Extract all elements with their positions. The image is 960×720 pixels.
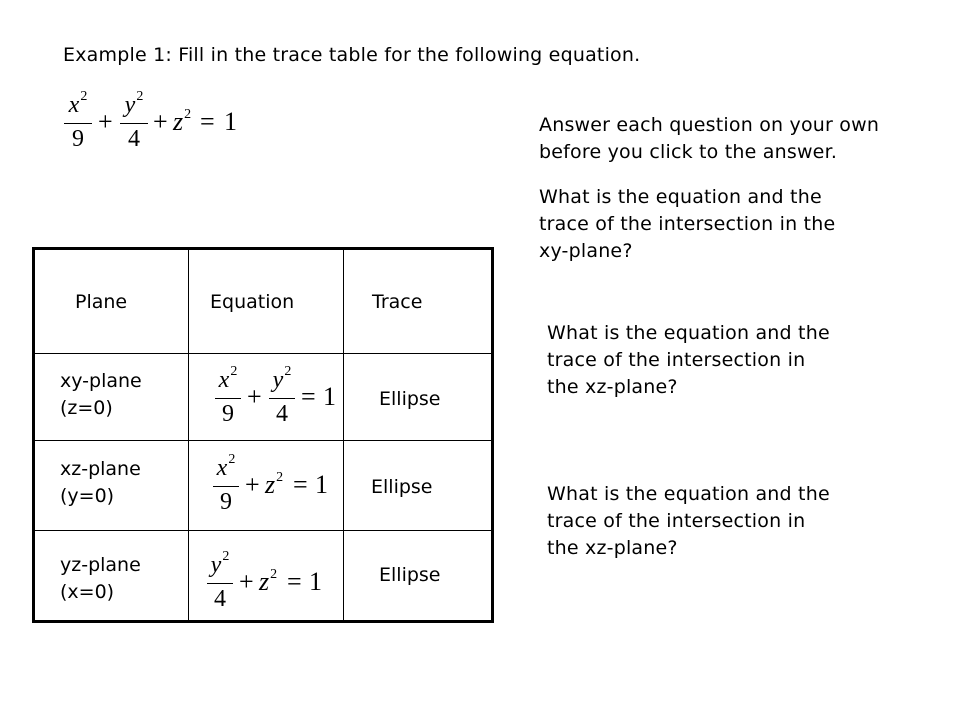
main-equation-rhs: 1 bbox=[224, 107, 237, 136]
equals-sign: = bbox=[200, 107, 215, 136]
row-divider bbox=[35, 440, 491, 441]
equals-sign: = bbox=[293, 470, 308, 499]
table-row-equation bbox=[215, 364, 336, 431]
equals-sign: = bbox=[287, 567, 302, 596]
trace-table bbox=[32, 247, 494, 623]
z-squared-term: $z^2$ bbox=[265, 470, 284, 499]
equation-rhs: 1 bbox=[309, 567, 322, 596]
main-equation-z-term: $z^2$ bbox=[173, 107, 192, 136]
table-row-equation bbox=[213, 452, 333, 519]
main-equation-fraction-x: $x^2$ 9 bbox=[64, 92, 92, 152]
header-trace: Trace bbox=[372, 291, 423, 313]
equals-sign: = bbox=[301, 382, 316, 411]
row-divider bbox=[35, 530, 491, 531]
question-2: What is the equation and the trace of the intersection in the xz-plane? bbox=[547, 322, 830, 398]
question-1: What is the equation and the trace of the intersection in the xy-plane? bbox=[539, 186, 836, 262]
main-equation bbox=[60, 89, 260, 156]
table-row-plane: xy-plane (z=0) bbox=[60, 370, 142, 419]
row-divider bbox=[35, 353, 491, 354]
equation-rhs: 1 bbox=[323, 382, 336, 411]
table-row-plane: xz-plane (y=0) bbox=[60, 458, 141, 507]
plus-sign: + bbox=[98, 107, 113, 136]
plus-sign: + bbox=[239, 567, 254, 596]
slide-title: Example 1: Fill in the trace table for the following equation. bbox=[63, 44, 641, 66]
fraction-x-over-9: $x^2$ 9 bbox=[213, 455, 239, 515]
instructions: Answer each question on your own before you click to the answer. bbox=[539, 114, 880, 163]
plus-sign: + bbox=[153, 107, 168, 136]
z-squared-term: $z^2$ bbox=[259, 567, 278, 596]
header-equation: Equation bbox=[210, 291, 295, 313]
table-row-plane: yz-plane (x=0) bbox=[60, 554, 141, 603]
header-plane: Plane bbox=[75, 291, 128, 313]
column-divider bbox=[343, 250, 344, 620]
plus-sign: + bbox=[247, 382, 262, 411]
table-row-trace: Ellipse bbox=[379, 564, 441, 586]
table-row-trace: Ellipse bbox=[379, 388, 441, 410]
fraction-x-over-9: $x^2$ 9 bbox=[215, 367, 241, 427]
fraction-y-over-4: $y^2$ 4 bbox=[269, 367, 295, 427]
table-row-equation bbox=[207, 549, 327, 616]
equation-rhs: 1 bbox=[315, 470, 328, 499]
question-3: What is the equation and the trace of the intersection in the xz-plane? bbox=[547, 483, 830, 559]
table-row-trace: Ellipse bbox=[371, 476, 433, 498]
column-divider bbox=[188, 250, 189, 620]
plus-sign: + bbox=[245, 470, 260, 499]
fraction-y-over-4: $y^2$ 4 bbox=[207, 552, 233, 612]
main-equation-fraction-y: $y^2$ 4 bbox=[120, 92, 148, 152]
